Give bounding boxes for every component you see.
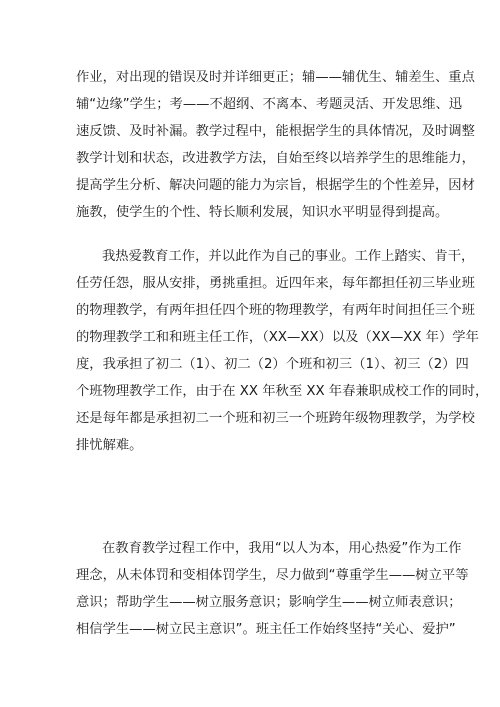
text-line: 排忧解难。: [76, 438, 143, 453]
text-line: 的物理教学，有两年担任四个班的物理教学，有两年时间担任三个班: [76, 303, 475, 318]
text-line: 的物理教学工和和班主任工作，（XX—XX）以及（XX—XX 年）学年: [76, 330, 479, 345]
text-line: 理念，从未体罚和变相体罚学生，尽力做到“尊重学生——树立平等: [76, 568, 469, 583]
text-line: 意识；帮助学生——树立服务意识；影响学生——树立师表意识；: [76, 595, 462, 610]
text-line: 还是每年都是承担初二一个班和初三一个班跨年级物理教学，为学校: [76, 411, 475, 426]
paragraph-education-philosophy: [76, 535, 469, 643]
text-line: 施教，使学生的个性、特长顺利发展，知识水平明显得到提高。: [76, 205, 449, 220]
text-line: 辅“边缘”学生；考——不超纲、不离本、考题灵活、开发思维、迅: [76, 97, 463, 112]
paragraph-work-attitude: [76, 243, 489, 459]
text-line: 在教育教学过程工作中，我用“以人为本，用心热爱”作为工作: [102, 541, 462, 556]
text-line: 速反馈、及时补漏。教学过程中，能根据学生的具体情况，及时调整: [76, 124, 475, 139]
text-line: 度，我承担了初二（1）、初二（2）个班和初三（1）、初三（2）四: [76, 357, 469, 372]
text-line: 个班物理教学工作，由于在 XX 年秋至 XX 年春兼职成校工作的同时，: [76, 384, 489, 399]
text-line: 教学计划和状态，改进教学方法，自始至终以培养学生的思维能力，: [76, 151, 475, 166]
text-line: 我热爱教育工作，并以此作为自己的事业。工作上踏实、肯干，: [102, 249, 475, 264]
text-line: 提高学生分析、解决问题的能力为宗旨，根据学生的个性差异，因材: [76, 178, 475, 193]
text-line: 任劳任怨，服从安排，勇挑重担。近四年来，每年都担任初三毕业班: [76, 276, 475, 291]
paragraph-teaching-process: [76, 64, 475, 226]
text-line: 相信学生——树立民主意识”。班主任工作始终坚持“关心、爱护”: [76, 622, 456, 637]
text-line: 作业，对出现的错误及时并详细更正；辅——辅优生、辅差生、重点: [76, 70, 475, 85]
